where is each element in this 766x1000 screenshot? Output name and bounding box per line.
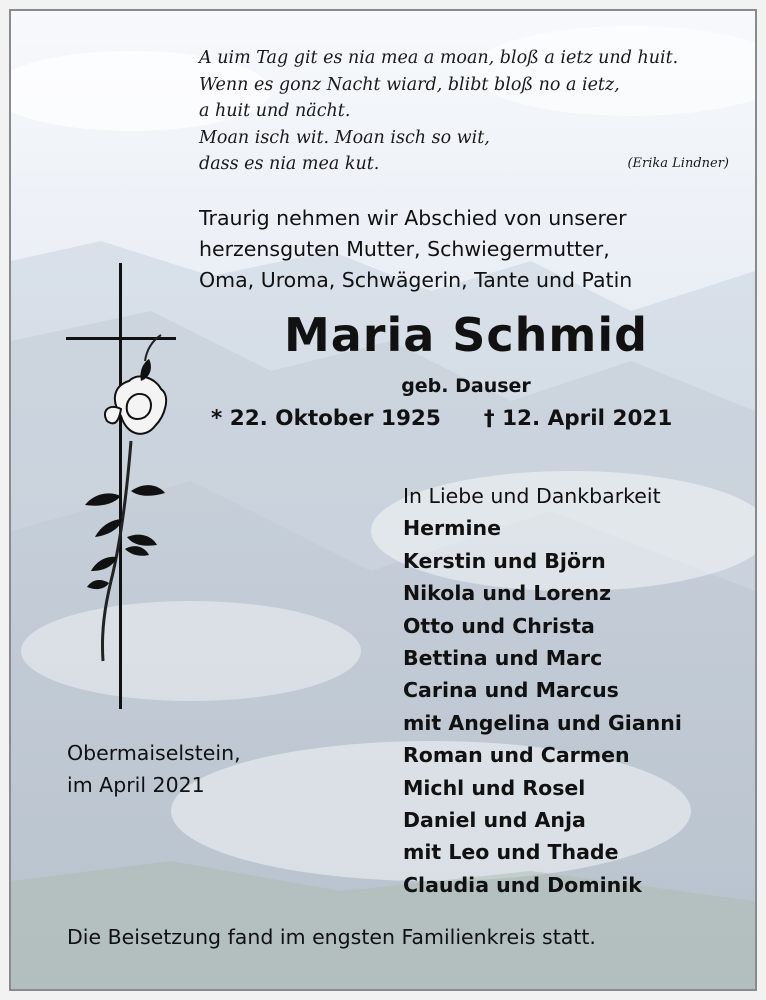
poem-author: (Erika Lindner) — [627, 156, 729, 171]
family-member: Kerstin und Björn — [403, 548, 606, 573]
family-member: mit Leo und Thade — [403, 840, 619, 865]
intro-text — [199, 203, 735, 296]
birth-name: geb. Dauser — [401, 375, 531, 397]
intro-line: herzensguten Mutter, Schwiegermutter, — [199, 237, 610, 261]
poem — [199, 45, 729, 178]
cross-with-rose-icon — [61, 261, 181, 711]
family-member: Hermine — [403, 516, 502, 541]
date: im April 2021 — [67, 773, 205, 797]
family-member: Michl und Rosel — [403, 775, 586, 800]
deceased-name: Maria Schmid — [283, 308, 649, 362]
intro-line: Traurig nehmen wir Abschied von unserer — [199, 206, 627, 230]
family-member: Carina und Marcus — [403, 678, 619, 703]
family-member: Claudia und Dominik — [403, 872, 642, 897]
family-member: Otto und Christa — [403, 613, 595, 638]
place-and-date — [67, 737, 241, 801]
place: Obermaiselstein, — [67, 741, 241, 765]
intro-line: Oma, Uroma, Schwägerin, Tante und Patin — [199, 268, 633, 292]
poem-line: Moan isch wit. Moan isch so wit, — [199, 127, 490, 148]
family-list — [403, 480, 733, 901]
poem-line: A uim Tag git es nia mea a moan, bloß a ietz und huit. — [199, 48, 679, 68]
death-date: † 12. April 2021 — [483, 406, 673, 431]
family-member: Daniel und Anja — [403, 808, 586, 833]
family-heading: In Liebe und Dankbarkeit — [403, 484, 661, 508]
family-member: mit Angelina und Gianni — [403, 710, 682, 735]
poem-line: dass es nia mea kut. — [199, 154, 380, 174]
birth-date: * 22. Oktober 1925 — [211, 406, 441, 431]
life-dates — [211, 406, 731, 431]
poem-line: a huit und nächt. — [199, 101, 351, 121]
burial-note: Die Beisetzung fand im engsten Familienkreis statt. — [67, 925, 596, 949]
family-member: Roman und Carmen — [403, 743, 630, 768]
poem-line: Wenn es gonz Nacht wiard, blibt bloß no a ietz, — [199, 74, 620, 95]
family-member: Bettina und Marc — [403, 646, 603, 671]
family-member: Nikola und Lorenz — [403, 581, 612, 606]
obituary-notice — [9, 9, 757, 991]
